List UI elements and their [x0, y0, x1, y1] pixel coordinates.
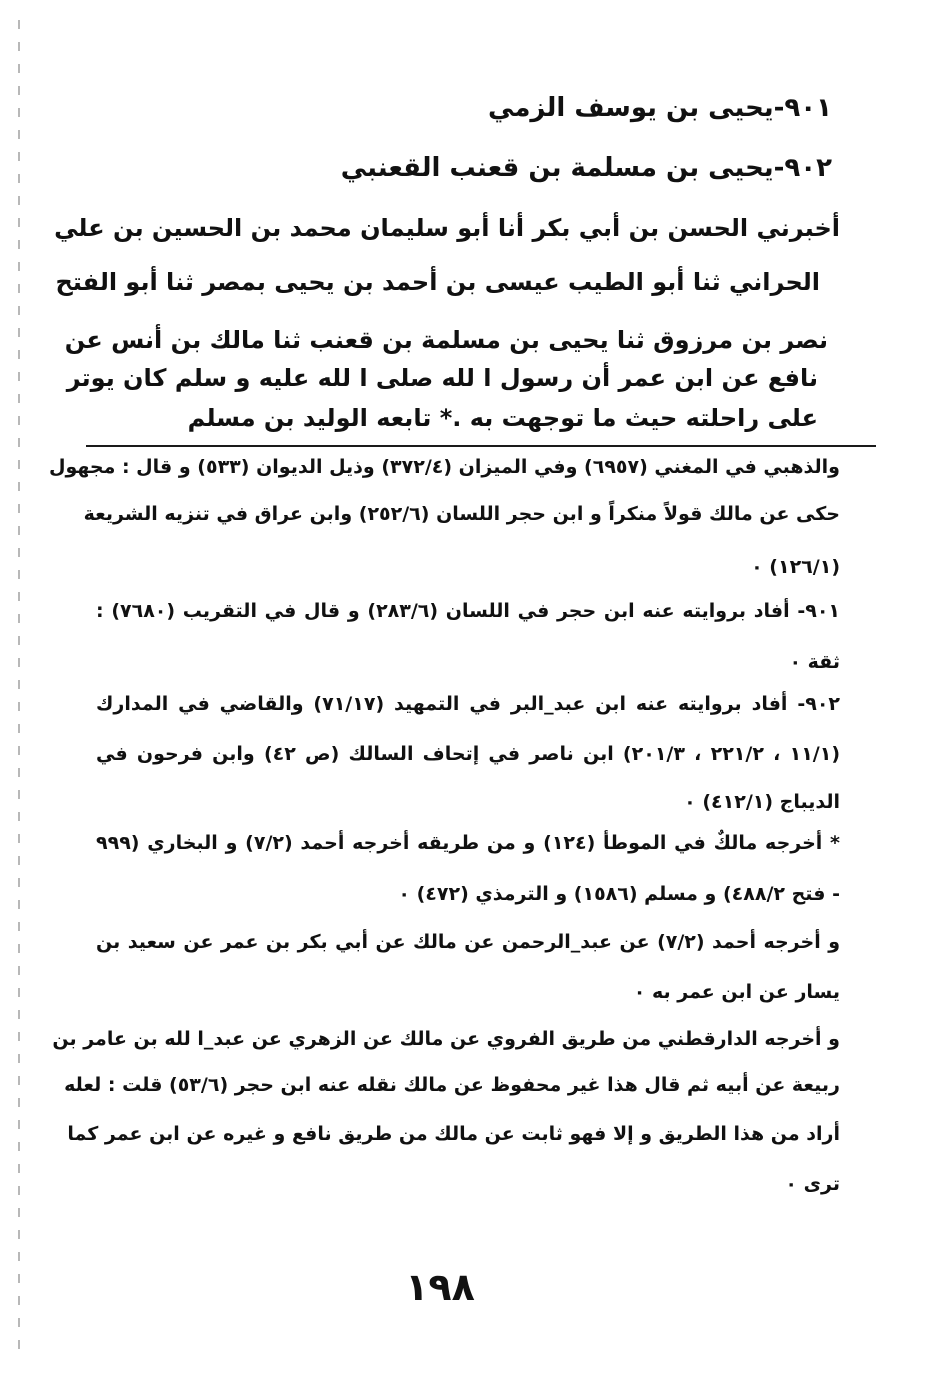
margin-dotted-line — [18, 20, 20, 1360]
footnote-line-12: يسار عن ابن عمر به ٠ — [633, 981, 840, 1003]
footnote-line-7: (١١/١ ، ٢٢١/٢ ، ٢٠١/٣) ابن ناصر في إتحاف السالك (ص ٤٢) وابن فرحون في — [96, 743, 841, 765]
footnote-line-2: حكى عن مالك قولاً منكراً و ابن حجر اللسان (٢٥٢/٦) وابن عراق في تنزيه الشريعة — [83, 503, 840, 525]
footnote-line-14: ربيعة عن أبيه ثم قال هذا غير محفوظ عن مالك نقله عنه ابن حجر (٥٣/٦) قلت : لعله — [64, 1074, 840, 1096]
footnote-line-10: - فتح ٤٨٨/٢) و مسلم (١٥٨٦) و الترمذي (٤٧٢) ٠ — [398, 883, 840, 905]
footnote-line-9: * أخرجه مالكٌ في الموطأ (١٢٤) و من طريقه أخرجه أحمد (٧/٢) و البخاري (٩٩٩ — [96, 832, 840, 854]
page-number: ١٩٨ — [405, 1265, 475, 1309]
footnote-line-4: ٩٠١- أفاد بروايته عنه ابن حجر في اللسان (٢٨٣/٦) و قال في التقريب (٧٦٨٠) : — [96, 600, 841, 622]
footnote-line-13: و أخرجه الدارقطني من طريق الفروي عن مالك عن الزهري عن عبد_ا لله بن عامر بن — [52, 1028, 840, 1050]
entry-heading-901: ٩٠١-يحيى بن يوسف الزمي — [488, 93, 832, 123]
main-text-line-1: أخبرني الحسن بن أبي بكر أنا أبو سليمان محمد بن الحسين بن علي — [54, 214, 840, 242]
footnote-separator — [86, 445, 876, 447]
main-text-line-4: نافع عن ابن عمر أن رسول ا لله صلى ا لله عليه و سلم كان يوتر — [66, 364, 818, 392]
footnote-line-16: ترى ٠ — [785, 1173, 840, 1195]
footnote-line-8: الديباج (٤١٢/١) ٠ — [684, 791, 840, 813]
footnote-line-6: ٩٠٢- أفاد بروايته عنه ابن عبد_البر في التمهيد (٧١/١٧) والقاضي في المدارك — [96, 693, 841, 715]
main-text-line-5: على راحلته حيث ما توجهت به .* تابعه الوليد بن مسلم — [187, 404, 818, 432]
footnote-line-15: أراد من هذا الطريق و إلا فهو ثابت عن مالك من طريق نافع و غيره عن ابن عمر كما — [67, 1123, 840, 1145]
main-text-line-3: نصر بن مرزوق ثنا يحيى بن مسلمة بن قعنب ثنا مالك بن أنس عن — [64, 326, 828, 354]
footnote-line-5: ثقة ٠ — [789, 651, 840, 673]
main-text-line-2: الحراني ثنا أبو الطيب عيسى بن أحمد بن يحيى بمصر ثنا أبو الفتح — [55, 268, 820, 296]
footnote-line-3: (١٢٦/١) ٠ — [751, 556, 840, 578]
footnote-line-11: و أخرجه أحمد (٧/٢) عن عبد_الرحمن عن مالك عن أبي بكر بن عمر عن سعيد بن — [96, 931, 840, 953]
entry-heading-902: ٩٠٢-يحيى بن مسلمة بن قعنب القعنبي — [340, 153, 832, 183]
footnote-line-1: والذهبي في المغني (٦٩٥٧) وفي الميزان (٣٧٢/٤) وذيل الديوان (٥٣٣) و قال : مجهول — [48, 456, 840, 478]
